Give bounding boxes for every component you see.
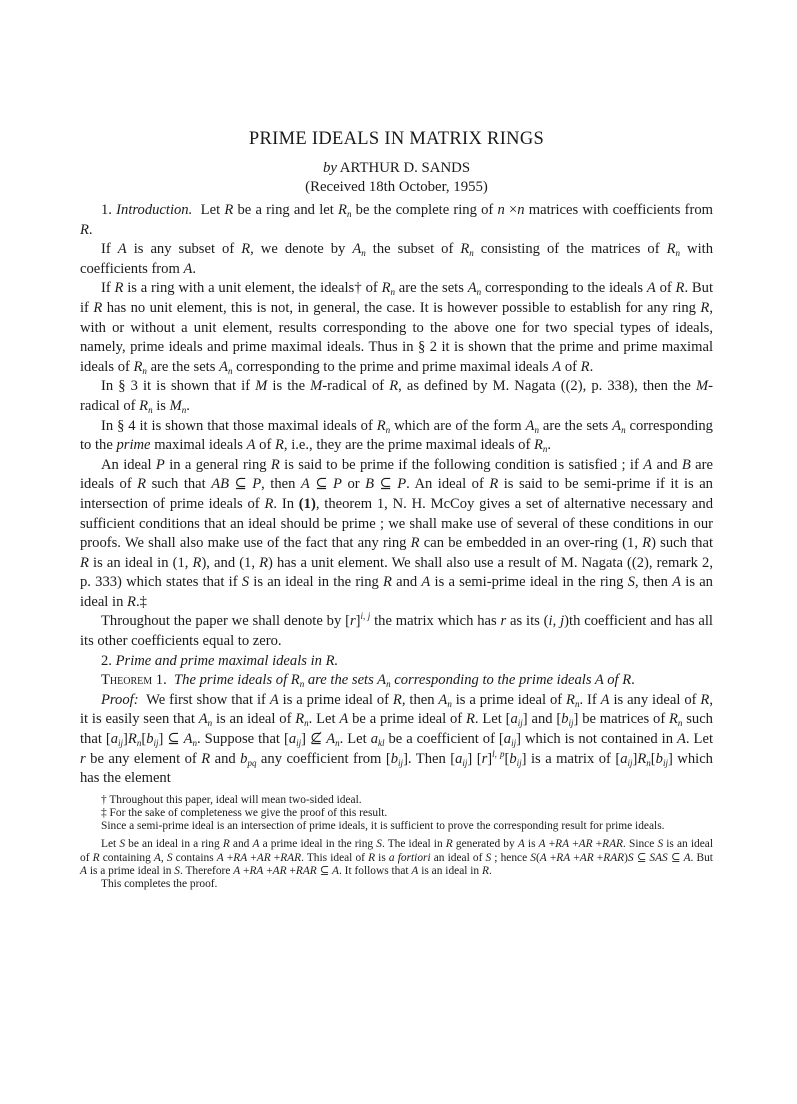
footnote-line: Since a semi-prime ideal is an intersection of prime ideals, it is sufficient to prove the corresponding result for prime ideals.	[101, 820, 665, 833]
paper-page	[80, 128, 713, 891]
paragraph-introduction: 1. Introduction. Let R be a ring and let $R_n$ be the complete ring of n ×n matrices with coefficients from R.	[80, 202, 713, 238]
paragraph: Throughout the paper we shall denote by $[r]^{i, j}$ the matrix which has r as its (i, j)th coefficient and has all its other coefficients equal to zero.	[80, 611, 713, 650]
author-line	[80, 159, 713, 178]
footnote-ddagger: ‡ For the sake of completeness we give the proof of this result.	[101, 807, 388, 820]
theorem-1: Theorem 1. The prime ideals of $R_n$ are the sets $A_n$ corresponding to the prime ideals A of R.	[101, 672, 635, 690]
section-heading: Introduction.	[116, 202, 193, 218]
received-date: (Received 18th October, 1955)	[305, 179, 488, 195]
by-word: by	[322, 160, 337, 176]
paragraph: In § 4 it is shown that those maximal ideals of $R_n$ which are of the form $A_n$ are the sets $A_n$ corresponding to the prime maximal ideals A of R, i.e., they are the prime maximal ideals of $R_n$.	[80, 417, 713, 455]
theorem-label: Theorem 1.	[101, 672, 167, 689]
footnote-closing: This completes the proof.	[101, 878, 218, 891]
paragraph: In § 3 it is shown that if M is the M-radical of R, as defined by M. Nagata ((2), p. 338), then the M-radical of $R_n$ is $M_n$.	[80, 378, 713, 415]
paragraph: If A is any subset of R, we denote by $A_n$ the subset of $R_n$ consisting of the matrices of $R_n$ with coefficients from A.	[80, 241, 713, 277]
section-number: 1.	[101, 202, 112, 218]
proof-paragraph: Proof: We first show that if A is a prime ideal of R, then $A_n$ is a prime ideal of $R_n$. If A is any ideal of R, it is easily seen that $A_n$ is an ideal of $R_n$. Let A be a prime ideal of R. Let $[a_{ij}]$ and $[b_{ij}]$ be matrices of $R_n$ such that $[a_{ij}]R_n[b_{ij}]$ ⊆ $A_n$. Suppose that $[a_{ij}]$ ⊈ $A_n$. Let $a_{kl}$ be a coefficient of $[a_{ij}]$ which is not contained in A. Let r be any element of R and $b_{pq}$ any coefficient from $[b_{ij}]$. Then $[a_{ij}]$ $[r]^{l, p}[b_{ij}]$ is a matrix of $[a_{ij}]R_n[b_{ij}]$ which has the element	[80, 691, 713, 787]
paragraph-section-2	[80, 652, 713, 672]
proof-label: Proof:	[101, 691, 139, 708]
footnote-dagger: † Throughout this paper, ideal will mean two-sided ideal.	[101, 793, 362, 806]
paragraph: If R is a ring with a unit element, the ideals† of $R_n$ are the sets $A_n$ corresponding to the ideals A of R. But if R has no unit element, this is not, in general, the case. It is however possible to establish for any ring R, with or without a unit element, results corresponding to the above one for two special types of ideals, namely, prime ideals and prime maximal ideals. Thus in § 2 it is shown that the prime and prime maximal ideals of $R_n$ are the sets $A_n$ corresponding to the prime and prime maximal ideals A of R.	[80, 280, 714, 376]
paper-title: PRIME IDEALS IN MATRIX RINGS	[248, 129, 545, 149]
footnote-proof: Let S be an ideal in a ring R and A a prime ideal in the ring S. The ideal in R generated by A is A +RA +AR +RAR. Since S is an ideal of R containing A, S contains A +RA +AR +RAR. This ideal of R is a fortiori an ideal of S ; hence S(A +RA +AR +RAR)S ⊆ SAS ⊆ A. But A is a prime ideal in S. Therefore A +RA +AR +RAR ⊆ A. It follows that A is an ideal in R.	[80, 838, 714, 877]
section-heading: Prime and prime maximal ideals in R.	[115, 652, 339, 669]
footnotes	[80, 794, 713, 891]
paragraph: An ideal P in a general ring R is said to be prime if the following condition is satisfied ; if A and B are ideals of R such that AB ⊆ P, then A ⊆ P or B ⊆ P. An ideal of R is said to be semi-prime if it is an intersection of prime ideals of R. In (1), theorem 1, N. H. McCoy gives a set of alternative necessary and sufficient conditions that an ideal should be prime ; we shall make use of several of these conditions in our proofs. We shall also make use of the fact that any ring R can be embedded in an over-ring (1, R) such that R is an ideal in (1, R), and (1, R) has a unit element. We shall also use a result of M. Nagata ((2), remark 2, p. 333) which states that if S is an ideal in the ring R and A is a semi-prime ideal in the ring S, then A is an ideal in R.‡	[80, 456, 713, 610]
section-number: 2.	[101, 652, 112, 669]
author-name: ARTHUR D. SANDS	[339, 160, 471, 176]
